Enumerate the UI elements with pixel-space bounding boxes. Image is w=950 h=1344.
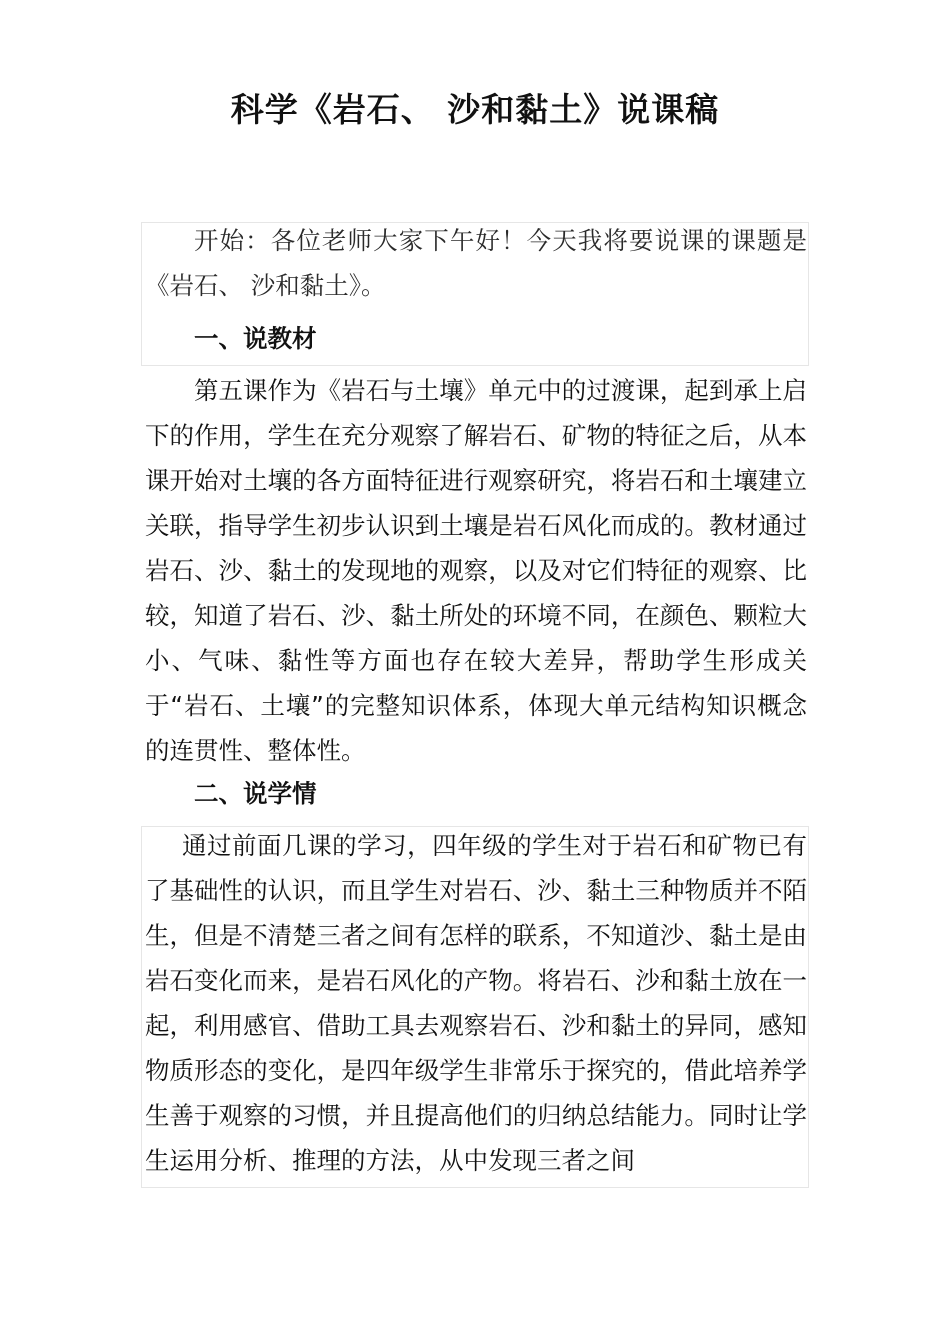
textbook-paragraph: 第五课作为《岩石与土壤》单元中的过渡课，起到承上启下的作用，学生在充分观察了解岩石、矿物的特征之后，从本课开始对土壤的各方面特征进行观察研究，将岩石和土壤建立关联，指导学生初步认识到土壤是岩石风化而成的。教材通过岩石、沙、黏土的发现地的观察，以及对它们特征的观察、比较，知道了岩石、沙、黏土所处的环境不同，在颜色、颗粒大小、气味、黏性等方面也存在较大差异，帮助学生形成关于“岩石、土壤”的完整知识体系，体现大单元结构知识概念的连贯性、整体性。 — [145, 376, 807, 765]
section-heading-textbook: 一、说教材 — [194, 324, 317, 353]
intro-paragraph: 开始：各位老师大家下午好！今天我将要说课的课题是《岩石、 沙和黏土》。 — [145, 226, 807, 300]
section-heading-learners: 二、说学情 — [194, 779, 317, 808]
document-title: 科学《岩石、 沙和黏土》说课稿 — [230, 90, 720, 129]
learners-paragraph: 通过前面几课的学习，四年级的学生对于岩石和矿物已有了基础性的认识，而且学生对岩石、沙、黏土三种物质并不陌生，但是不清楚三者之间有怎样的联系，不知道沙、黏土是由岩石变化而来，是岩石风化的产物。将岩石、沙和黏土放在一起，利用感官、借助工具去观察岩石、沙和黏土的异同，感知物质形态的变化，是四年级学生非常乐于探究的，借此培养学生善于观察的习惯，并且提高他们的归纳总结能力。同时让学生运用分析、推理的方法，从中发现三者之间 — [145, 831, 807, 1175]
